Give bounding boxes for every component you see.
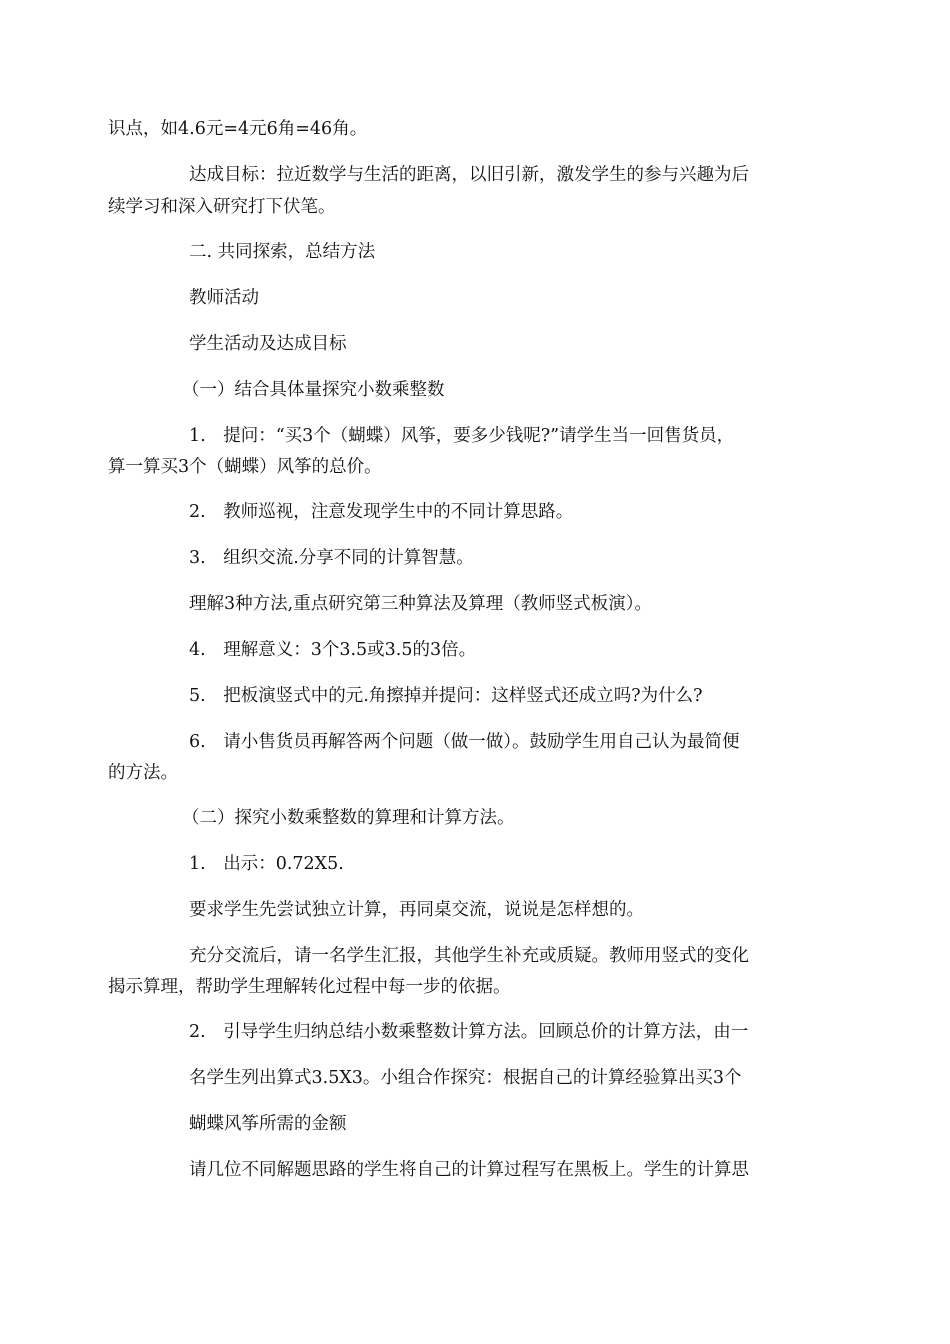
text-line: 揭示算理，帮助学生理解转化过程中每一步的依据。 [108, 977, 511, 997]
text-line: 2. 引导学生归纳总结小数乘整数计算方法。回顾总价的计算方法，由一 [189, 1022, 749, 1042]
text-line: 4. 理解意义：3个3.5或3.5的3倍。 [189, 640, 477, 660]
text-line: 充分交流后，请一名学生汇报，其他学生补充或质疑。教师用竖式的变化 [189, 946, 749, 966]
text-line: 识点，如4.6元=4元6角=46角。 [108, 119, 368, 139]
text-line: 达成目标：拉近数学与生活的距离，以旧引新，激发学生的参与兴趣为后 [189, 165, 749, 185]
subsection-heading: （二）探究小数乘整数的算理和计算方法。 [182, 808, 515, 828]
text-line: 名学生列出算式3.5X3。小组合作探究：根据自己的计算经验算出买3个 [189, 1068, 742, 1088]
text-line: 请几位不同解题思路的学生将自己的计算过程写在黑板上。学生的计算思 [189, 1160, 749, 1180]
text-line: 的方法。 [108, 763, 178, 783]
text-line: 学生活动及达成目标 [189, 334, 347, 354]
text-line: 5. 把板演竖式中的元.角擦掉并提问：这样竖式还成立吗?为什么? [189, 686, 703, 706]
text-line: 2. 教师巡视，注意发现学生中的不同计算思路。 [189, 502, 574, 522]
text-line: 1. 提问：“买3个（蝴蝶）风筝，要多少钱呢?”请学生当一回售货员， [189, 426, 735, 446]
text-line: 算一算买3个（蝴蝶）风筝的总价。 [108, 457, 382, 477]
subsection-heading: （一）结合具体量探究小数乘整数 [182, 380, 445, 400]
text-line: 续学习和深入研究打下伏笔。 [108, 197, 336, 217]
text-line: 理解3种方法,重点研究第三种算法及算理（教师竖式板演）。 [189, 594, 652, 614]
text-line: 要求学生先尝试独立计算，再同桌交流，说说是怎样想的。 [189, 900, 644, 920]
text-line: 蝴蝶风筝所需的金额 [189, 1114, 347, 1134]
text-line: 教师活动 [189, 288, 259, 308]
text-line: 6. 请小售货员再解答两个问题（做一做）。鼓励学生用自己认为最简便 [189, 732, 740, 752]
text-line: 1. 出示：0.72X5. [189, 854, 344, 874]
section-heading: 二. 共同探索，总结方法 [189, 242, 376, 262]
text-line: 3. 组织交流.分享不同的计算智慧。 [189, 548, 474, 568]
